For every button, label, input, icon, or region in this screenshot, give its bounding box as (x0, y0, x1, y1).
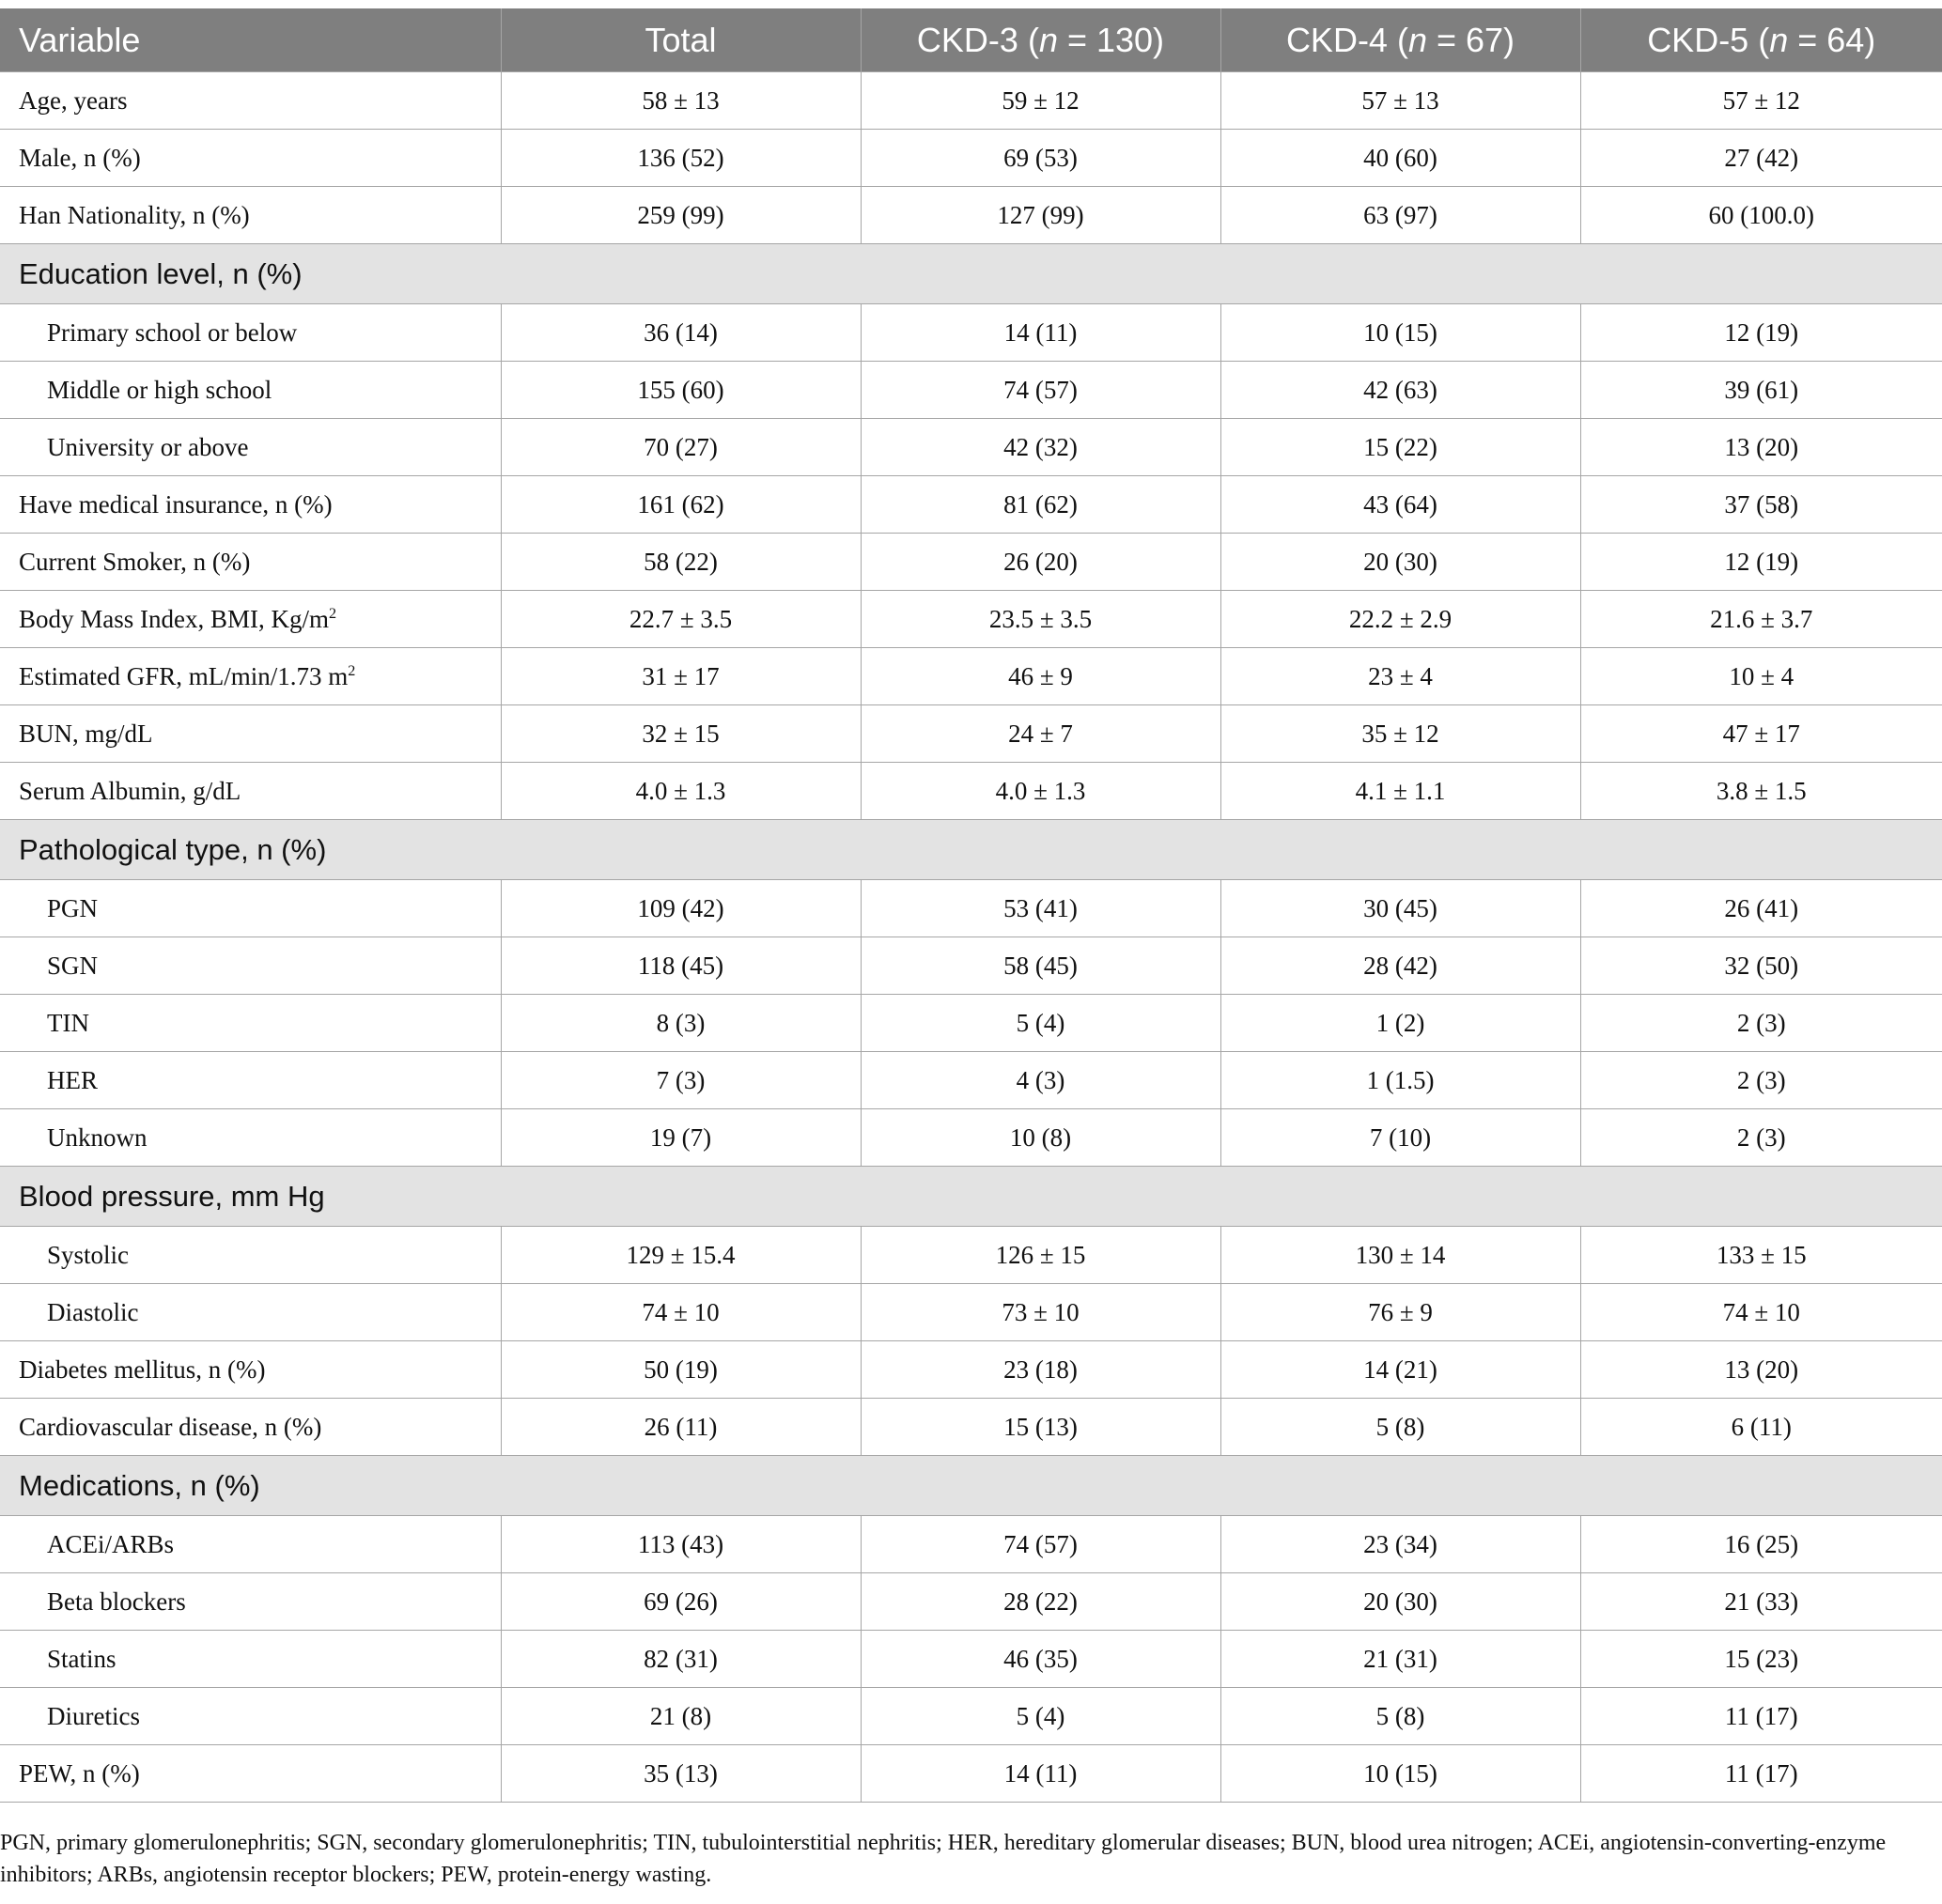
cell-ckd4: 63 (97) (1220, 187, 1580, 244)
table-row (0, 1052, 1942, 1109)
cell-ckd3: 24 ± 7 (861, 705, 1220, 763)
header-ckd5-label: CKD-5 ( (1647, 20, 1770, 59)
cell-ckd3: 73 ± 10 (861, 1284, 1220, 1341)
cell-ckd3: 15 (13) (861, 1399, 1220, 1456)
row-label: Serum Albumin, g/dL (0, 763, 501, 820)
cell-ckd5: 12 (19) (1580, 534, 1942, 591)
row-label: TIN (0, 995, 501, 1052)
cell-total: 8 (3) (501, 995, 861, 1052)
cell-ckd4: 22.2 ± 2.9 (1220, 591, 1580, 648)
table-row (0, 648, 1942, 705)
cell-total: 113 (43) (501, 1516, 861, 1573)
row-label: Beta blockers (0, 1573, 501, 1631)
table-row (0, 1284, 1942, 1341)
row-label: Unknown (0, 1109, 501, 1167)
cell-total: 21 (8) (501, 1688, 861, 1745)
table-row (0, 880, 1942, 937)
cell-ckd3: 42 (32) (861, 419, 1220, 476)
cell-total: 50 (19) (501, 1341, 861, 1399)
row-label-text: Body Mass Index, BMI, Kg/m (19, 604, 329, 633)
cell-total: 136 (52) (501, 130, 861, 187)
cell-ckd5: 47 ± 17 (1580, 705, 1942, 763)
cell-ckd5: 6 (11) (1580, 1399, 1942, 1456)
section-row-education (0, 244, 1942, 304)
row-label (0, 591, 501, 648)
cell-total: 82 (31) (501, 1631, 861, 1688)
cell-ckd3: 23.5 ± 3.5 (861, 591, 1220, 648)
cell-ckd5: 11 (17) (1580, 1745, 1942, 1803)
cell-ckd5: 133 ± 15 (1580, 1227, 1942, 1284)
section-title: Medications, n (%) (0, 1456, 1942, 1516)
table-row (0, 591, 1942, 648)
header-ckd4-n: n (1407, 20, 1427, 59)
cell-total: 32 ± 15 (501, 705, 861, 763)
superscript: 2 (329, 604, 337, 622)
section-title: Pathological type, n (%) (0, 820, 1942, 880)
cell-ckd4: 4.1 ± 1.1 (1220, 763, 1580, 820)
cell-ckd4: 23 ± 4 (1220, 648, 1580, 705)
cell-ckd3: 74 (57) (861, 362, 1220, 419)
superscript: 2 (348, 661, 356, 679)
cell-ckd3: 58 (45) (861, 937, 1220, 995)
baseline-characteristics-table-container (0, 8, 1942, 1803)
table-row (0, 1688, 1942, 1745)
cell-total: 155 (60) (501, 362, 861, 419)
baseline-characteristics-table (0, 8, 1942, 1803)
cell-ckd3: 81 (62) (861, 476, 1220, 534)
table-row (0, 937, 1942, 995)
cell-ckd3: 26 (20) (861, 534, 1220, 591)
header-ckd3-count: = 130) (1057, 20, 1165, 59)
table-row (0, 304, 1942, 362)
cell-ckd3: 4 (3) (861, 1052, 1220, 1109)
cell-ckd4: 57 ± 13 (1220, 72, 1580, 130)
header-ckd3-n: n (1038, 20, 1058, 59)
cell-total: 118 (45) (501, 937, 861, 995)
cell-ckd3: 23 (18) (861, 1341, 1220, 1399)
cell-ckd4: 43 (64) (1220, 476, 1580, 534)
table-row (0, 130, 1942, 187)
table-row (0, 1341, 1942, 1399)
header-ckd3-label: CKD-3 ( (916, 20, 1039, 59)
row-label: Male, n (%) (0, 130, 501, 187)
header-ckd4-count: = 67) (1426, 20, 1515, 59)
cell-ckd5: 21 (33) (1580, 1573, 1942, 1631)
cell-ckd3: 46 ± 9 (861, 648, 1220, 705)
table-row (0, 476, 1942, 534)
cell-ckd5: 37 (58) (1580, 476, 1942, 534)
row-label-text: Estimated GFR, mL/min/1.73 m (19, 661, 349, 690)
header-row (0, 8, 1942, 72)
cell-ckd4: 76 ± 9 (1220, 1284, 1580, 1341)
cell-ckd4: 23 (34) (1220, 1516, 1580, 1573)
cell-ckd4: 5 (8) (1220, 1399, 1580, 1456)
table-row (0, 705, 1942, 763)
cell-total: 70 (27) (501, 419, 861, 476)
cell-total: 259 (99) (501, 187, 861, 244)
row-label (0, 648, 501, 705)
cell-ckd5: 16 (25) (1580, 1516, 1942, 1573)
cell-ckd4: 1 (1.5) (1220, 1052, 1580, 1109)
cell-ckd3: 4.0 ± 1.3 (861, 763, 1220, 820)
cell-ckd3: 127 (99) (861, 187, 1220, 244)
cell-ckd5: 60 (100.0) (1580, 187, 1942, 244)
table-row (0, 1227, 1942, 1284)
header-ckd5 (1580, 8, 1942, 72)
table-row (0, 362, 1942, 419)
header-ckd4-label: CKD-4 ( (1285, 20, 1408, 59)
cell-ckd5: 21.6 ± 3.7 (1580, 591, 1942, 648)
cell-ckd3: 59 ± 12 (861, 72, 1220, 130)
cell-ckd3: 14 (11) (861, 1745, 1220, 1803)
row-label: BUN, mg/dL (0, 705, 501, 763)
row-label: Han Nationality, n (%) (0, 187, 501, 244)
cell-ckd3: 28 (22) (861, 1573, 1220, 1631)
cell-ckd3: 10 (8) (861, 1109, 1220, 1167)
table-row (0, 1573, 1942, 1631)
cell-total: 58 (22) (501, 534, 861, 591)
cell-ckd4: 1 (2) (1220, 995, 1580, 1052)
cell-ckd5: 27 (42) (1580, 130, 1942, 187)
cell-ckd3: 126 ± 15 (861, 1227, 1220, 1284)
table-row (0, 187, 1942, 244)
header-ckd5-count: = 64) (1788, 20, 1876, 59)
cell-ckd3: 74 (57) (861, 1516, 1220, 1573)
cell-total: 58 ± 13 (501, 72, 861, 130)
row-label: Current Smoker, n (%) (0, 534, 501, 591)
row-label: Diastolic (0, 1284, 501, 1341)
section-row-blood-pressure (0, 1167, 1942, 1227)
table-row (0, 1631, 1942, 1688)
section-title: Education level, n (%) (0, 244, 1942, 304)
cell-ckd5: 12 (19) (1580, 304, 1942, 362)
cell-ckd5: 13 (20) (1580, 419, 1942, 476)
cell-ckd4: 21 (31) (1220, 1631, 1580, 1688)
cell-ckd5: 3.8 ± 1.5 (1580, 763, 1942, 820)
cell-ckd4: 30 (45) (1220, 880, 1580, 937)
cell-total: 31 ± 17 (501, 648, 861, 705)
row-label: PGN (0, 880, 501, 937)
row-label: HER (0, 1052, 501, 1109)
cell-ckd3: 14 (11) (861, 304, 1220, 362)
row-label: Age, years (0, 72, 501, 130)
cell-ckd4: 10 (15) (1220, 304, 1580, 362)
cell-ckd5: 74 ± 10 (1580, 1284, 1942, 1341)
table-row (0, 1745, 1942, 1803)
table-row (0, 72, 1942, 130)
cell-ckd4: 20 (30) (1220, 1573, 1580, 1631)
cell-ckd3: 5 (4) (861, 1688, 1220, 1745)
cell-ckd4: 28 (42) (1220, 937, 1580, 995)
cell-total: 36 (14) (501, 304, 861, 362)
cell-total: 35 (13) (501, 1745, 861, 1803)
cell-ckd3: 46 (35) (861, 1631, 1220, 1688)
row-label: ACEi/ARBs (0, 1516, 501, 1573)
row-label: Systolic (0, 1227, 501, 1284)
row-label: Have medical insurance, n (%) (0, 476, 501, 534)
cell-ckd3: 69 (53) (861, 130, 1220, 187)
cell-total: 129 ± 15.4 (501, 1227, 861, 1284)
table-row (0, 995, 1942, 1052)
cell-total: 7 (3) (501, 1052, 861, 1109)
cell-ckd5: 13 (20) (1580, 1341, 1942, 1399)
header-variable: Variable (0, 8, 501, 72)
row-label: Primary school or below (0, 304, 501, 362)
cell-total: 161 (62) (501, 476, 861, 534)
table-row (0, 1399, 1942, 1456)
table-row (0, 419, 1942, 476)
header-ckd5-n: n (1769, 20, 1789, 59)
cell-ckd5: 26 (41) (1580, 880, 1942, 937)
table-row (0, 763, 1942, 820)
cell-ckd5: 2 (3) (1580, 995, 1942, 1052)
row-label: SGN (0, 937, 501, 995)
cell-ckd4: 15 (22) (1220, 419, 1580, 476)
cell-total: 109 (42) (501, 880, 861, 937)
cell-ckd5: 2 (3) (1580, 1109, 1942, 1167)
cell-ckd5: 15 (23) (1580, 1631, 1942, 1688)
section-row-medications (0, 1456, 1942, 1516)
cell-ckd3: 53 (41) (861, 880, 1220, 937)
cell-ckd4: 14 (21) (1220, 1341, 1580, 1399)
table-row (0, 1109, 1942, 1167)
row-label: Cardiovascular disease, n (%) (0, 1399, 501, 1456)
cell-total: 19 (7) (501, 1109, 861, 1167)
cell-ckd4: 130 ± 14 (1220, 1227, 1580, 1284)
section-title: Blood pressure, mm Hg (0, 1167, 1942, 1227)
cell-ckd4: 7 (10) (1220, 1109, 1580, 1167)
cell-total: 69 (26) (501, 1573, 861, 1631)
table-row (0, 1516, 1942, 1573)
cell-ckd4: 42 (63) (1220, 362, 1580, 419)
cell-ckd5: 57 ± 12 (1580, 72, 1942, 130)
cell-ckd5: 11 (17) (1580, 1688, 1942, 1745)
cell-ckd4: 5 (8) (1220, 1688, 1580, 1745)
row-label: PEW, n (%) (0, 1745, 501, 1803)
cell-ckd5: 2 (3) (1580, 1052, 1942, 1109)
cell-ckd3: 5 (4) (861, 995, 1220, 1052)
row-label: University or above (0, 419, 501, 476)
cell-ckd4: 10 (15) (1220, 1745, 1580, 1803)
row-label: Diuretics (0, 1688, 501, 1745)
table-footnote: PGN, primary glomerulonephritis; SGN, secondary glomerulonephritis; TIN, tubulointerstitial nephritis; HER, hereditary glomerular diseases; BUN, blood urea nitrogen; ACEi, angiotensin-converting-enzyme inhibitors; ARBs, angiotensin receptor blockers; PEW, protein-energy wasting. (0, 1831, 1887, 1887)
cell-total: 4.0 ± 1.3 (501, 763, 861, 820)
cell-ckd5: 10 ± 4 (1580, 648, 1942, 705)
table-row (0, 534, 1942, 591)
row-label: Diabetes mellitus, n (%) (0, 1341, 501, 1399)
cell-ckd4: 35 ± 12 (1220, 705, 1580, 763)
cell-total: 26 (11) (501, 1399, 861, 1456)
header-ckd4 (1220, 8, 1580, 72)
cell-total: 74 ± 10 (501, 1284, 861, 1341)
header-ckd3 (861, 8, 1220, 72)
cell-ckd4: 40 (60) (1220, 130, 1580, 187)
row-label: Middle or high school (0, 362, 501, 419)
section-row-pathology (0, 820, 1942, 880)
cell-ckd4: 20 (30) (1220, 534, 1580, 591)
cell-ckd5: 32 (50) (1580, 937, 1942, 995)
cell-ckd5: 39 (61) (1580, 362, 1942, 419)
row-label: Statins (0, 1631, 501, 1688)
cell-total: 22.7 ± 3.5 (501, 591, 861, 648)
header-total: Total (501, 8, 861, 72)
